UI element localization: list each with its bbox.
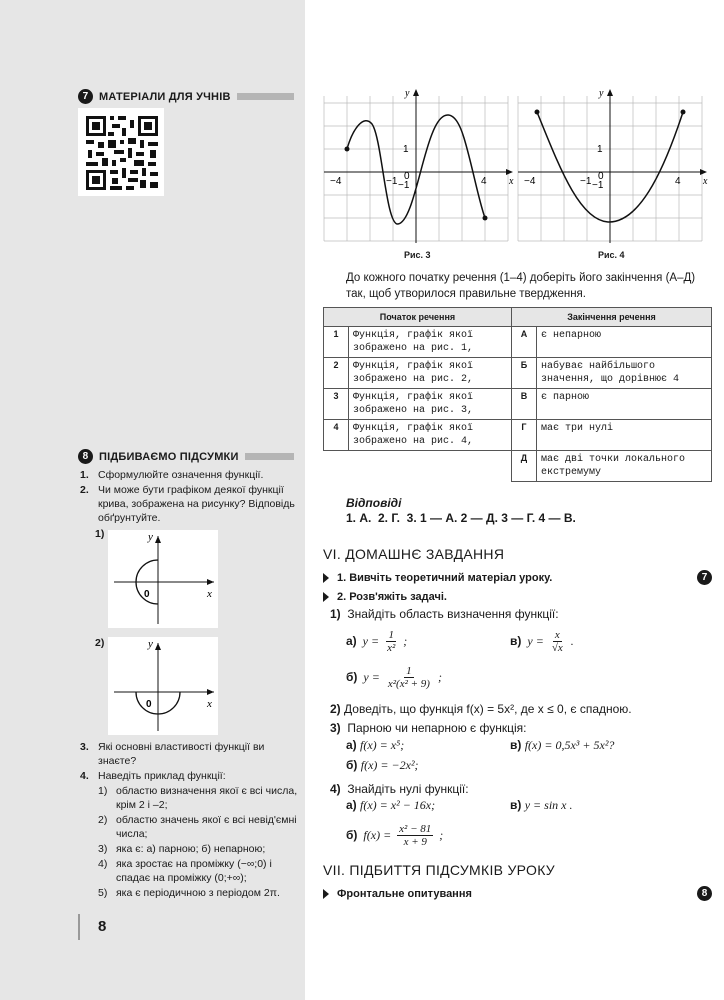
- small-graph-1: [108, 530, 218, 628]
- problem-4a-label: а): [346, 798, 357, 812]
- fig1-label: 1): [95, 528, 105, 540]
- fraction-denominator: x²(x² + 9): [387, 677, 430, 690]
- fig3-four: 4: [481, 176, 487, 187]
- fig3-caption: Рис. 3: [404, 250, 431, 260]
- problem-4: [330, 782, 469, 796]
- fig3-minus1-y: −1: [398, 180, 410, 191]
- fraction-numerator: x² − 81: [399, 822, 432, 835]
- table-row: [324, 358, 712, 389]
- fig3-minus4: −4: [330, 176, 342, 187]
- problem-1v: [510, 624, 574, 658]
- section7-title: МАТЕРІАЛИ ДЛЯ УЧНІВ: [99, 90, 231, 103]
- q4-item-text: яка є: а) парною; б) непарною;: [116, 843, 266, 855]
- section8-bar: [245, 453, 294, 460]
- problem-1b-fraction: [386, 665, 432, 690]
- empty-cell: [324, 451, 512, 482]
- fig4-minus1-y: −1: [592, 180, 604, 191]
- end-letter: А: [511, 327, 536, 358]
- question-2-text: Чи може бути графіком деякої функції крива, зображена на рисунку? Відповідь обґрунтуйте.: [98, 484, 295, 524]
- problem-2-number: 2): [330, 702, 341, 716]
- start-number: 1: [324, 327, 349, 358]
- end-text: є парною: [536, 389, 711, 420]
- fig3-minus1-x: −1: [386, 176, 398, 187]
- problem-3-text: Парною чи непарною є функція:: [347, 721, 527, 735]
- problem-4-number: 4): [330, 782, 341, 796]
- answer-label: Відповіді: [346, 496, 402, 510]
- start-text: Функція, графік якої зображено на рис. 2,: [349, 358, 512, 389]
- start-text: Функція, графік якої зображено на рис. 3,: [349, 389, 512, 420]
- page-number-rule: [78, 914, 80, 940]
- problem-4b: [346, 818, 443, 852]
- problem-3v: [510, 738, 614, 753]
- end-letter: В: [511, 389, 536, 420]
- q4-item-number: 4): [98, 858, 108, 870]
- question-1-text: Сформулюйте означення функції.: [98, 469, 264, 481]
- fig4-zero: 0: [598, 171, 604, 182]
- problem-3a-expr: f(x) = x⁵;: [360, 738, 405, 752]
- matching-instruction: До кожного початку речення (1–4) доберіть його закінчення (А–Д) так, щоб утворилося правильне твердження.: [346, 272, 696, 300]
- start-text: Функція, графік якої зображено на рис. 4,: [349, 420, 512, 451]
- small-graph-2-y: y: [148, 638, 153, 650]
- section8-title: ПІДБИВАЄМО ПІДСУМКИ: [99, 450, 239, 463]
- small-graph-1-svg: [108, 530, 218, 628]
- problem-3: [330, 721, 526, 735]
- fraction-numerator: x: [554, 628, 560, 641]
- problem-3-number: 3): [330, 721, 341, 735]
- homework-task-2: [323, 591, 447, 603]
- fraction-denominator: x²: [387, 641, 396, 654]
- homework-task-2-text: 2. Розв'яжіть задачі.: [337, 591, 447, 603]
- matching-table-head: [324, 308, 712, 327]
- q4-item: [98, 784, 298, 812]
- q4-item: [98, 842, 298, 856]
- head-end: Закінчення речення: [511, 308, 711, 327]
- fig4-four: 4: [675, 176, 681, 187]
- small-graph-1-x: x: [207, 588, 212, 600]
- summary-badge: 8: [697, 886, 712, 901]
- q4-item: [98, 813, 298, 841]
- fig4-one: 1: [597, 144, 603, 155]
- triangle-bullet-icon: [323, 592, 329, 602]
- problem-3b: [346, 758, 419, 773]
- homework-title: VI. ДОМАШНЄ ЗАВДАННЯ: [323, 546, 505, 562]
- q4-item-number: 2): [98, 814, 108, 826]
- triangle-bullet-icon: [323, 573, 329, 583]
- question-4-text: Наведіть приклад функції:: [98, 770, 226, 782]
- q4-item-text: яка зростає на проміжку (−∞;0) і спадає на проміжку (0;+∞);: [116, 858, 272, 884]
- problem-1a-fraction: [385, 629, 397, 654]
- problem-3a-label: а): [346, 738, 357, 752]
- problem-1b-lhs: y =: [363, 669, 380, 684]
- table-row: [324, 420, 712, 451]
- problem-1-text: Знайдіть область визначення функції:: [347, 607, 559, 621]
- problem-1: [330, 607, 559, 621]
- fig3-one: 1: [403, 144, 409, 155]
- section7-header: [78, 89, 294, 104]
- problem-1-number: 1): [330, 607, 341, 621]
- q4-item-number: 3): [98, 843, 108, 855]
- question-3-number: 3.: [80, 741, 89, 753]
- problem-4b-label: б): [346, 828, 358, 842]
- figure-4-svg: [514, 86, 710, 246]
- summary-task: [323, 886, 712, 901]
- problem-1v-lhs: y =: [527, 633, 544, 648]
- summary-title: VII. ПІДБИТТЯ ПІДСУМКІВ УРОКУ: [323, 862, 556, 878]
- end-letter: Д: [511, 451, 536, 482]
- fraction-numerator: 1: [388, 628, 394, 641]
- small-graph-2-zero: 0: [146, 699, 152, 710]
- problem-1a-tail: ;: [403, 633, 408, 648]
- problem-1v-label: в): [510, 634, 522, 648]
- problem-1a: [346, 624, 407, 658]
- page-number: 8: [98, 918, 107, 935]
- problem-4-text: Знайдіть нулі функції:: [347, 782, 469, 796]
- homework-task-1: [323, 570, 712, 585]
- section7-number: 7: [78, 89, 93, 104]
- question-3: [80, 740, 298, 768]
- small-graph-1-zero: 0: [144, 589, 150, 600]
- head-start: Початок речення: [324, 308, 512, 327]
- small-graph-2-svg: [108, 637, 218, 735]
- table-row: [324, 451, 712, 482]
- small-graph-1-y: y: [148, 531, 153, 543]
- problem-4b-lhs: f(x) =: [363, 827, 392, 842]
- figure-3-svg: [320, 86, 516, 246]
- homework-task-1-text: 1. Вивчіть теоретичний матеріал уроку.: [337, 571, 553, 584]
- fig3-y: y: [405, 88, 410, 99]
- problem-4b-fraction: [397, 823, 433, 848]
- question-4: [80, 769, 298, 783]
- start-text: Функція, графік якої зображено на рис. 1,: [349, 327, 512, 358]
- question-1-number: 1.: [80, 469, 89, 481]
- problem-1a-label: а): [346, 634, 357, 648]
- homework-task-1-badge: 7: [697, 570, 712, 585]
- section8-questions-b: [80, 740, 298, 901]
- problem-4v: [510, 798, 572, 813]
- fraction-denominator: x + 9: [403, 835, 427, 848]
- q4-item-number: 5): [98, 887, 108, 899]
- fig3-zero: 0: [404, 171, 410, 182]
- problem-4v-label: в): [510, 798, 522, 812]
- start-number: 4: [324, 420, 349, 451]
- triangle-bullet-icon: [323, 889, 329, 899]
- q4-item: [98, 857, 298, 885]
- fig4-y: y: [599, 88, 604, 99]
- problem-2: [330, 702, 632, 716]
- question-2: [80, 483, 298, 525]
- problem-3a: [346, 738, 404, 753]
- summary-task-text: Фронтальне опитування: [337, 887, 472, 900]
- table-row: [324, 389, 712, 420]
- end-text: має три нулі: [536, 420, 711, 451]
- qr-code-graphic: [78, 108, 164, 196]
- section8-questions-a: [80, 468, 298, 526]
- start-number: 3: [324, 389, 349, 420]
- table-row: [324, 327, 712, 358]
- answer-text: 1. А. 2. Г. 3. 1 — А. 2 — Д. 3 — Г. 4 — В.: [346, 511, 576, 525]
- q4-item-text: областю значень якої є всі невід'ємні числа;: [116, 814, 297, 840]
- problem-4a: [346, 798, 435, 813]
- problem-4v-expr: y = sin x .: [524, 798, 573, 812]
- fig2-label: 2): [95, 637, 105, 649]
- small-graph-2-x: x: [207, 698, 212, 710]
- q4-item-text: областю визначення якої є всі числа, крім 2 і –2;: [116, 785, 298, 811]
- fig4-minus1-x: −1: [580, 176, 592, 187]
- problem-1b: [346, 660, 442, 694]
- problem-3b-expr: f(x) = −2x²;: [360, 758, 419, 772]
- problem-4b-tail: ;: [439, 827, 444, 842]
- section8-number: 8: [78, 449, 93, 464]
- problem-1a-lhs: y =: [362, 633, 380, 648]
- question-4-items: [80, 784, 298, 900]
- end-letter: Г: [511, 420, 536, 451]
- q4-item: [98, 886, 298, 900]
- q4-item-number: 1): [98, 785, 108, 797]
- fraction-denominator: √x: [551, 641, 563, 654]
- matching-table: [323, 307, 712, 482]
- q4-item-text: яка є періодичною з періодом 2π.: [116, 887, 280, 899]
- question-3-text: Які основні властивості функції ви знаєте?: [98, 741, 265, 767]
- problem-2-text: Доведіть, що функція f(x) = 5x², де x ≤ 0, є спадною.: [344, 702, 632, 716]
- qr-code[interactable]: [78, 108, 164, 196]
- question-1: [80, 468, 298, 482]
- small-graph-2: [108, 637, 218, 735]
- start-number: 2: [324, 358, 349, 389]
- end-text: є непарною: [536, 327, 711, 358]
- fraction-numerator: 1: [406, 664, 412, 677]
- fig4-caption: Рис. 4: [598, 250, 625, 260]
- problem-1v-tail: .: [570, 633, 574, 648]
- end-text: набуває найбільшого значення, що дорівнює 4: [536, 358, 711, 389]
- problem-3v-label: в): [510, 738, 522, 752]
- question-2-number: 2.: [80, 484, 89, 496]
- question-4-number: 4.: [80, 770, 89, 782]
- figure-4: [514, 86, 710, 246]
- problem-3b-label: б): [346, 758, 358, 772]
- problem-4a-expr: f(x) = x² − 16x;: [360, 798, 436, 812]
- problem-1b-tail: ;: [437, 669, 442, 684]
- problem-1v-fraction: [550, 629, 565, 654]
- section7-bar: [237, 93, 294, 100]
- problem-1b-label: б): [346, 670, 358, 684]
- section8-header: [78, 449, 294, 464]
- end-letter: Б: [511, 358, 536, 389]
- fig4-minus4: −4: [524, 176, 536, 187]
- figure-3: [320, 86, 516, 246]
- fig3-x: x: [509, 176, 514, 187]
- problem-3v-expr: f(x) = 0,5x³ + 5x²?: [524, 738, 615, 752]
- fig4-x: x: [703, 176, 708, 187]
- end-text: має дві точки локального екстремуму: [536, 451, 711, 482]
